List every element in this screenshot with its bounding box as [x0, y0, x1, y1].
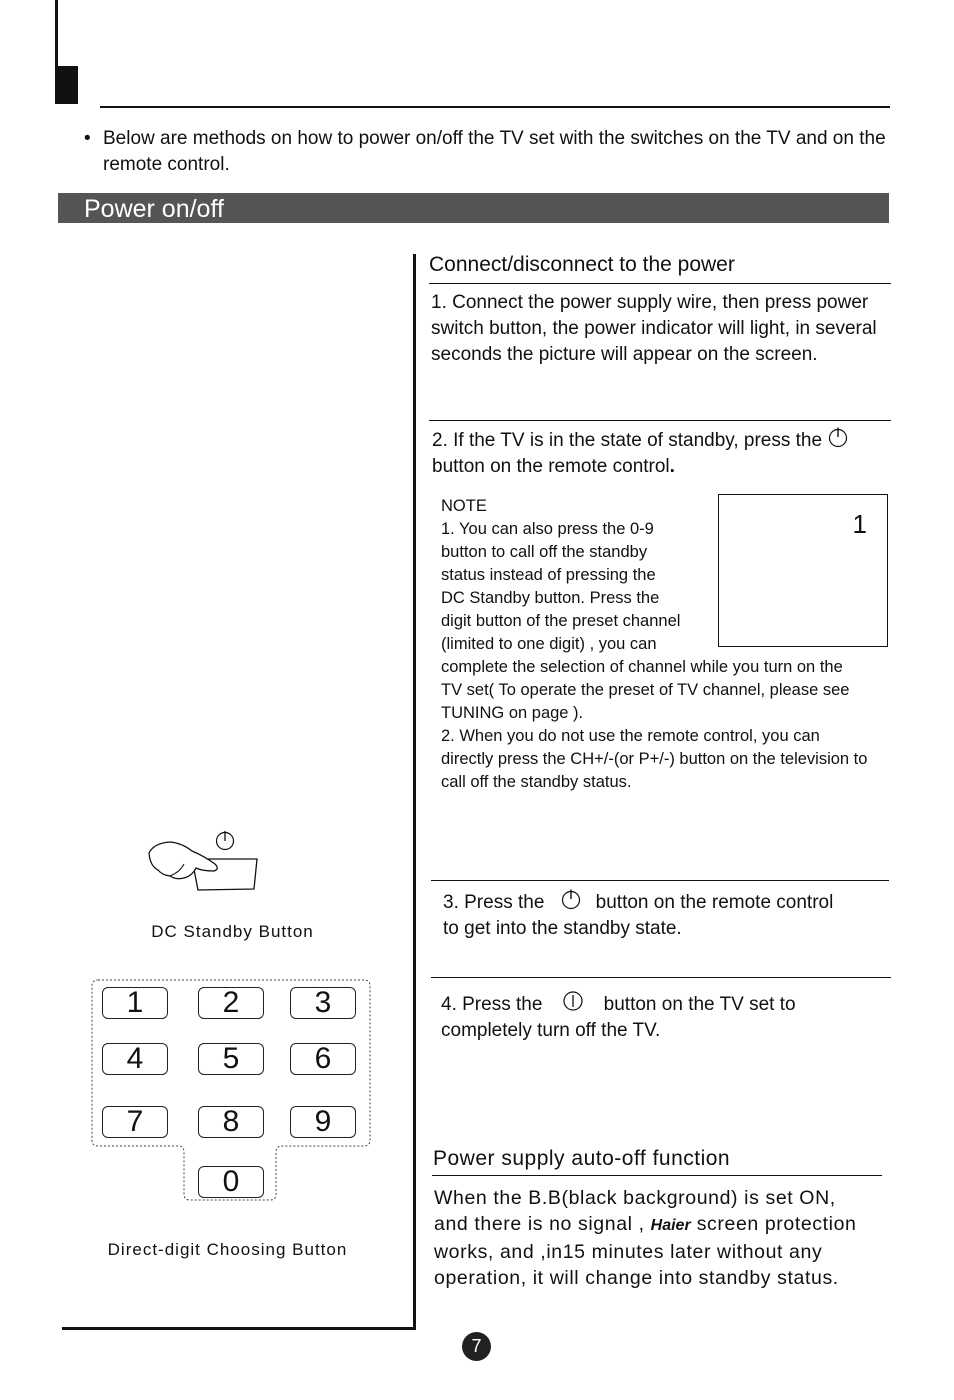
step4-text-c: completely turn off the TV.	[441, 1020, 661, 1041]
digit-key-1: 1	[102, 987, 168, 1019]
step-divider-3	[431, 977, 891, 978]
auto-off-title: Power supply auto-off function	[433, 1147, 731, 1170]
connect-title: Connect/disconnect to the power	[429, 253, 735, 276]
step3-text-a: 3. Press the	[443, 892, 545, 913]
hand-pressing-button-illustration	[140, 826, 265, 898]
connect-step2-text-a: 2. If the TV is in the state of standby, press the	[432, 430, 823, 451]
note-line: complete the selection of channel while you turn on the	[441, 658, 843, 676]
step-divider-2	[431, 880, 889, 881]
digit-key-4: 4	[102, 1043, 168, 1075]
note-heading: NOTE	[441, 497, 487, 515]
note-line: 2. When you do not use the remote control, you can	[441, 727, 820, 745]
keypad-caption: Direct-digit Choosing Button	[107, 1240, 348, 1259]
auto-off-line-a: and there is no signal ,	[434, 1213, 645, 1235]
standby-button-caption: DC Standby Button	[151, 922, 314, 941]
header-rule	[100, 106, 890, 108]
section-header: Power on/off	[58, 193, 889, 223]
power-icon	[560, 888, 582, 910]
footer-rule	[62, 1327, 416, 1330]
note-line: directly press the CH+/-(or P+/-) button on the television to	[441, 750, 868, 768]
auto-off-paragraph	[434, 1185, 924, 1291]
auto-off-title-rule	[432, 1175, 882, 1176]
digit-key-2: 2	[198, 987, 264, 1019]
step3-text-b: button on the remote control	[595, 892, 834, 913]
digit-key-5: 5	[198, 1043, 264, 1075]
tv-screen-illustration	[718, 494, 888, 647]
note-line: call off the standby status.	[441, 773, 632, 791]
column-divider	[413, 254, 416, 1330]
connect-step1: 1. Connect the power supply wire, then press power switch button, the power indicator will light, in several seconds the picture will appear on the screen.	[431, 292, 877, 365]
step3-text	[443, 888, 888, 942]
digit-key-8: 8	[198, 1106, 264, 1138]
step4-text-b: button on the TV set to	[603, 994, 796, 1015]
brand-name: Haier	[650, 1217, 691, 1234]
digit-key-3: 3	[290, 987, 356, 1019]
power-icon	[827, 426, 849, 448]
auto-off-line-b: screen protection	[696, 1213, 857, 1235]
note-line: button to call off the standby	[441, 543, 648, 561]
step4-text	[441, 990, 886, 1044]
digit-key-9: 9	[290, 1106, 356, 1138]
screen-channel-digit: 1	[852, 509, 867, 539]
digit-key-7: 7	[102, 1106, 168, 1138]
connect-step2-end: .	[669, 456, 675, 477]
power-switch-icon	[562, 990, 584, 1012]
connect-step2	[432, 426, 902, 480]
note-line: TUNING on page ).	[441, 704, 584, 722]
step-divider-1	[429, 420, 891, 421]
note-line: 1. You can also press the 0-9	[441, 520, 654, 538]
auto-off-line	[434, 1211, 924, 1239]
note-line: status instead of pressing the	[441, 566, 656, 584]
note-line: DC Standby button. Press the	[441, 589, 660, 607]
page-number: 7	[462, 1332, 491, 1361]
auto-off-line: When the B.B(black background) is set ON,	[434, 1187, 836, 1209]
bullet-icon: •	[84, 128, 91, 149]
digit-key-6: 6	[290, 1043, 356, 1075]
note-line: (limited to one digit) , you can	[441, 635, 657, 653]
intro-text: Below are methods on how to power on/off the TV set with the switches on the TV and on the remote control.	[103, 128, 886, 175]
digit-key-0: 0	[198, 1166, 264, 1198]
note-line: TV set( To operate the preset of TV channel, please see	[441, 681, 850, 699]
step4-text-a: 4. Press the	[441, 994, 543, 1015]
connect-title-rule	[429, 283, 891, 284]
auto-off-line: works, and ,in15 minutes later without any	[434, 1241, 823, 1263]
step3-text-c: to get into the standby state.	[443, 918, 682, 939]
auto-off-line: operation, it will change into standby status.	[434, 1267, 839, 1289]
corner-block	[55, 66, 78, 104]
connect-step2-text-b: button on the remote control	[432, 456, 670, 477]
note-line: digit button of the preset channel	[441, 612, 681, 630]
